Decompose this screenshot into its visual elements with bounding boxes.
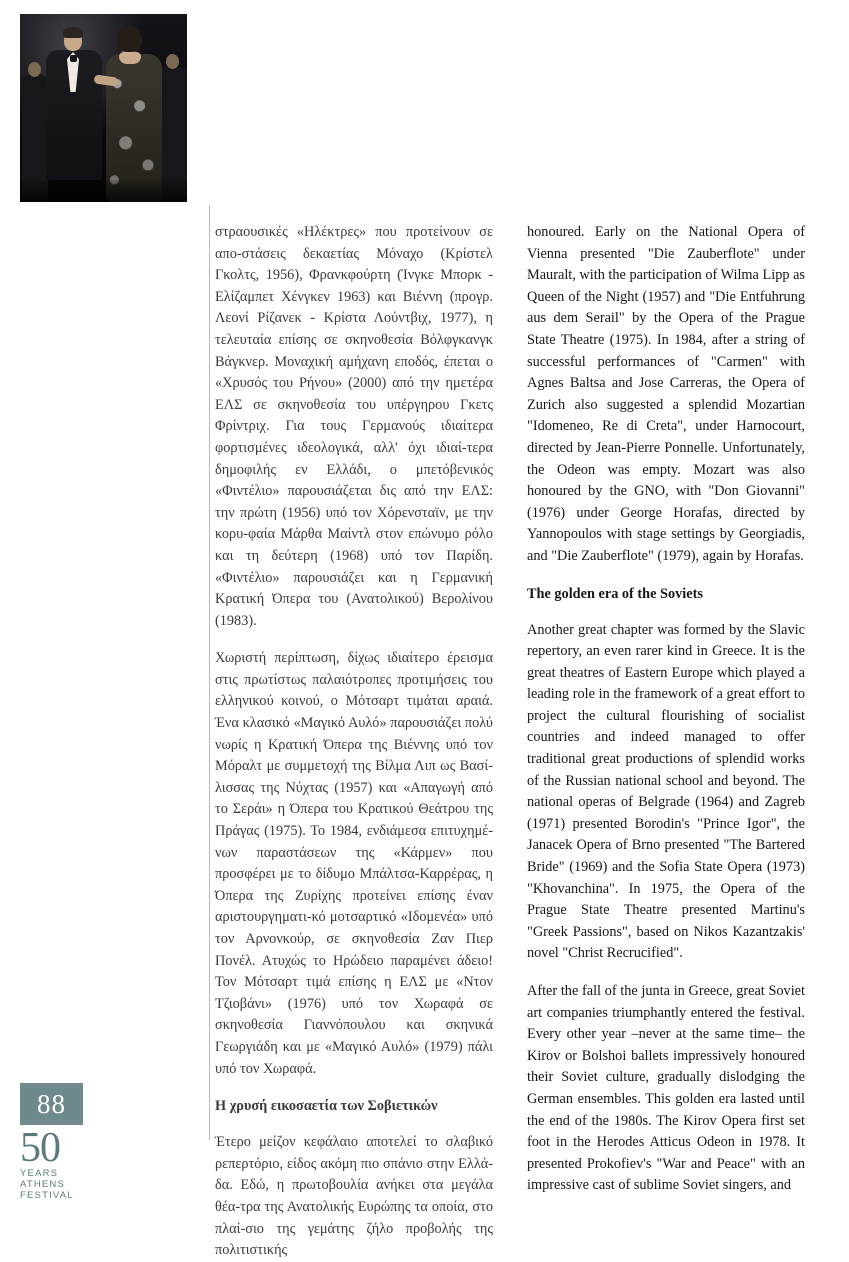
greek-paragraph-3: Έτερο μείζον κεφάλαιο αποτελεί το σλαβικό ρεπερτόριο, είδος ακόμη πιο σπάνιο στην Ελλά-δα. Εδώ, η πρωτοβουλία ανήκει στα μεγάλα θέα-τρα της Ανατολικής Ευρώπης τα οποία, στο πλαί-σιο της γεμάτης ζήλο προβολής της πολιτιστικής <box>215 1134 493 1259</box>
english-paragraph-1: honoured. Early on the National Opera of Vienna presented "Die Zauberflote" under Mauralt, with the participation of Wilma Lipp as Queen of the Night (1957) and "Die Entfuhrung aus dem Serail" by the Opera of the Prague State Theatre (1975). In 1984, after a string of successful performances of "Carmen" with Agnes Baltsa and Jose Carreras, the Opera of Zurich also suggested a splendid Mozartian "Idomeneo, Re di Creta", under Harnocourt, directed by Jean-Pierre Ponnelle. Unfortunately, the Odeon was empty. Mozart was also honoured by the GNO, with "Don Giovanni" (1976) under George Horafas, directed by Yannopoulos with stage settings by Georgiadis, and "Die Zauberflote" (1979), again by Horafas. <box>527 224 805 564</box>
photo-woman-hair <box>117 26 142 52</box>
photograph-couple <box>20 14 187 202</box>
english-text-column <box>527 222 805 1197</box>
page-number: 88 <box>20 1083 83 1125</box>
logo-line-festival: FESTIVAL <box>20 1190 74 1201</box>
english-subheading: The golden era of the Soviets <box>527 585 703 602</box>
logo-line-athens: ATHENS <box>20 1179 66 1190</box>
greek-text-column <box>215 222 493 1262</box>
logo-line-years: YEARS <box>20 1168 59 1179</box>
photo-foreground-shadow <box>20 180 187 202</box>
photo-background-figure-right-head <box>166 54 179 69</box>
greek-paragraph-2: Χωριστή περίπτωση, δίχως ιδιαίτερο έρεισμα στις πρωτίστως παλαιότροπες προτιμήσεις του ελληνικού κοινού, ο Μότσαρτ τιμάται αραιά. Ένα κλασικό «Μαγικό Αυλό» παρουσιάζει πολύ νωρίς η Κρατική Όπερα της Βιέννης υπό τον Μόραλτ με συμμετοχή της Βίλμα Λιπ ως Βασί-λισσας της Νύχτας (1957) και «Απαγωγή από το Σεράι» η Όπερα του Κρατικού Θεάτρου της Πράγας (1975). Το 1984, ενδιάμεσα επιτυχημέ-νων παραστάσεων της «Κάρμεν» που προσφέρει με το δίδυμο Μπάλτσα-Καρρέρας, η Όπερα της Ζυρίχης προτείνει επίσης έναν αριστουργηματι-κό μοτσαρτικό «Ιδομενέα» υπό τον Αρνονκούρ, σε σκηνοθεσία Ζαν Πιερ Πονέλ. Ατυχώς το Ηρώδειο παραμένει άδειο! Τον Μότσαρτ τιμά επίσης η ΕΛΣ με «Ντον Τζιοβάνι» (1976) υπό τον Χωραφά σε σκηνοθεσία Γιαννόπουλου και σκηνικά Γεωργιάδη και με «Μαγικό Αυλό» (1979) πάλι υπό τον Χωραφά. <box>215 650 493 1077</box>
photo-background-figure-left-head <box>28 62 41 77</box>
english-paragraph-3: After the fall of the junta in Greece, great Soviet art companies triumphantly entered the festival. Every other year –never at the same time– the Kirov or Bolshoi ballets impressively honoured their Soviet culture, gradually dislodging the German ensembles. This golden era lasted until the end of the 1980s. The Kirov Opera first set foot in the Herodes Atticus Odeon in 1978. It presented Prokofiev's "War and Peace" with an impressive cast of sublime Soviet singers, and <box>527 983 805 1194</box>
photo-man-hair <box>63 27 83 38</box>
photo-man-bowtie <box>70 55 77 62</box>
logo-mark-50: 50 <box>20 1125 60 1171</box>
greek-paragraph-1: στραουσικές «Ηλέκτρες» που προτείνουν σε απο-στάσεις δεκαετίας Μόναχο (Κρίστελ Γκολτς, 1956), Φρανκφούρτη (Ίνγκε Μπορκ - Ελίζαμπετ Χένγκεν 1963) και Βιέννη (προγρ. Λεονί Ρίζανεκ - Κρίστα Λούντβιχ, 1977), η τελευταία επίσης σε σκηνοθεσία Βόλφγκανγκ Βάγκνερ. Μοναχική αμήχανη εποδός, έπεται ο «Χρυσός του Ρήνου» (2000) από την ημετέρα ΕΛΣ σε σκηνοθεσία του υπέργηρου Γκετς Φρίντριχ. Για τους Γερμανούς ιδιαίτερα φορτισμένες ιδεολογικά, αλλ' όχι ιδιαί-τερα δημοφιλής εν Ελλάδι, ο μπετόβενικός «Φιντέλιο» παρουσιάζεται δις από την ΕΛΣ: την πρώτη (1956) υπό τον Χόρενσταϊν, με την κορυ-φαία Μάρθα Μαίντλ στον επώνυμο ρόλο και τη δεύτερη (1968) υπό τον Παρίδη. «Φιντέλιο» παρουσιάζει και η Γερμανική Κρατική Όπερα του (Ανατολικού) Βερολίνου (1983). <box>215 224 493 629</box>
column-divider <box>209 205 210 1140</box>
english-paragraph-2: Another great chapter was formed by the Slavic repertory, an even rarer kind in Greece. It is the great theatres of Eastern Europe which played a leading role in the framework of a great effort to project the cultural flourishing of socialist countries and indeed managed to offer traditional great productions of splendid works of the Russian national school and beyond. The national operas of Belgrade (1964) and Zagreb (1971) presented Borodin's "Prince Igor", the Janacek Opera of Brno presented "The Bartered Bride" (1969) and the Sofia State Opera (1973) "Khovanchina". In 1975, the Opera of the Prague State Theatre presented Martinu's "Greek Passions", based on Nikos Kazantzakis' novel "Christ Recrucified". <box>527 621 805 962</box>
athens-festival-logo <box>20 1125 92 1201</box>
greek-subheading: Η χρυσή εικοσαετία των Σοβιετικών <box>215 1098 438 1115</box>
